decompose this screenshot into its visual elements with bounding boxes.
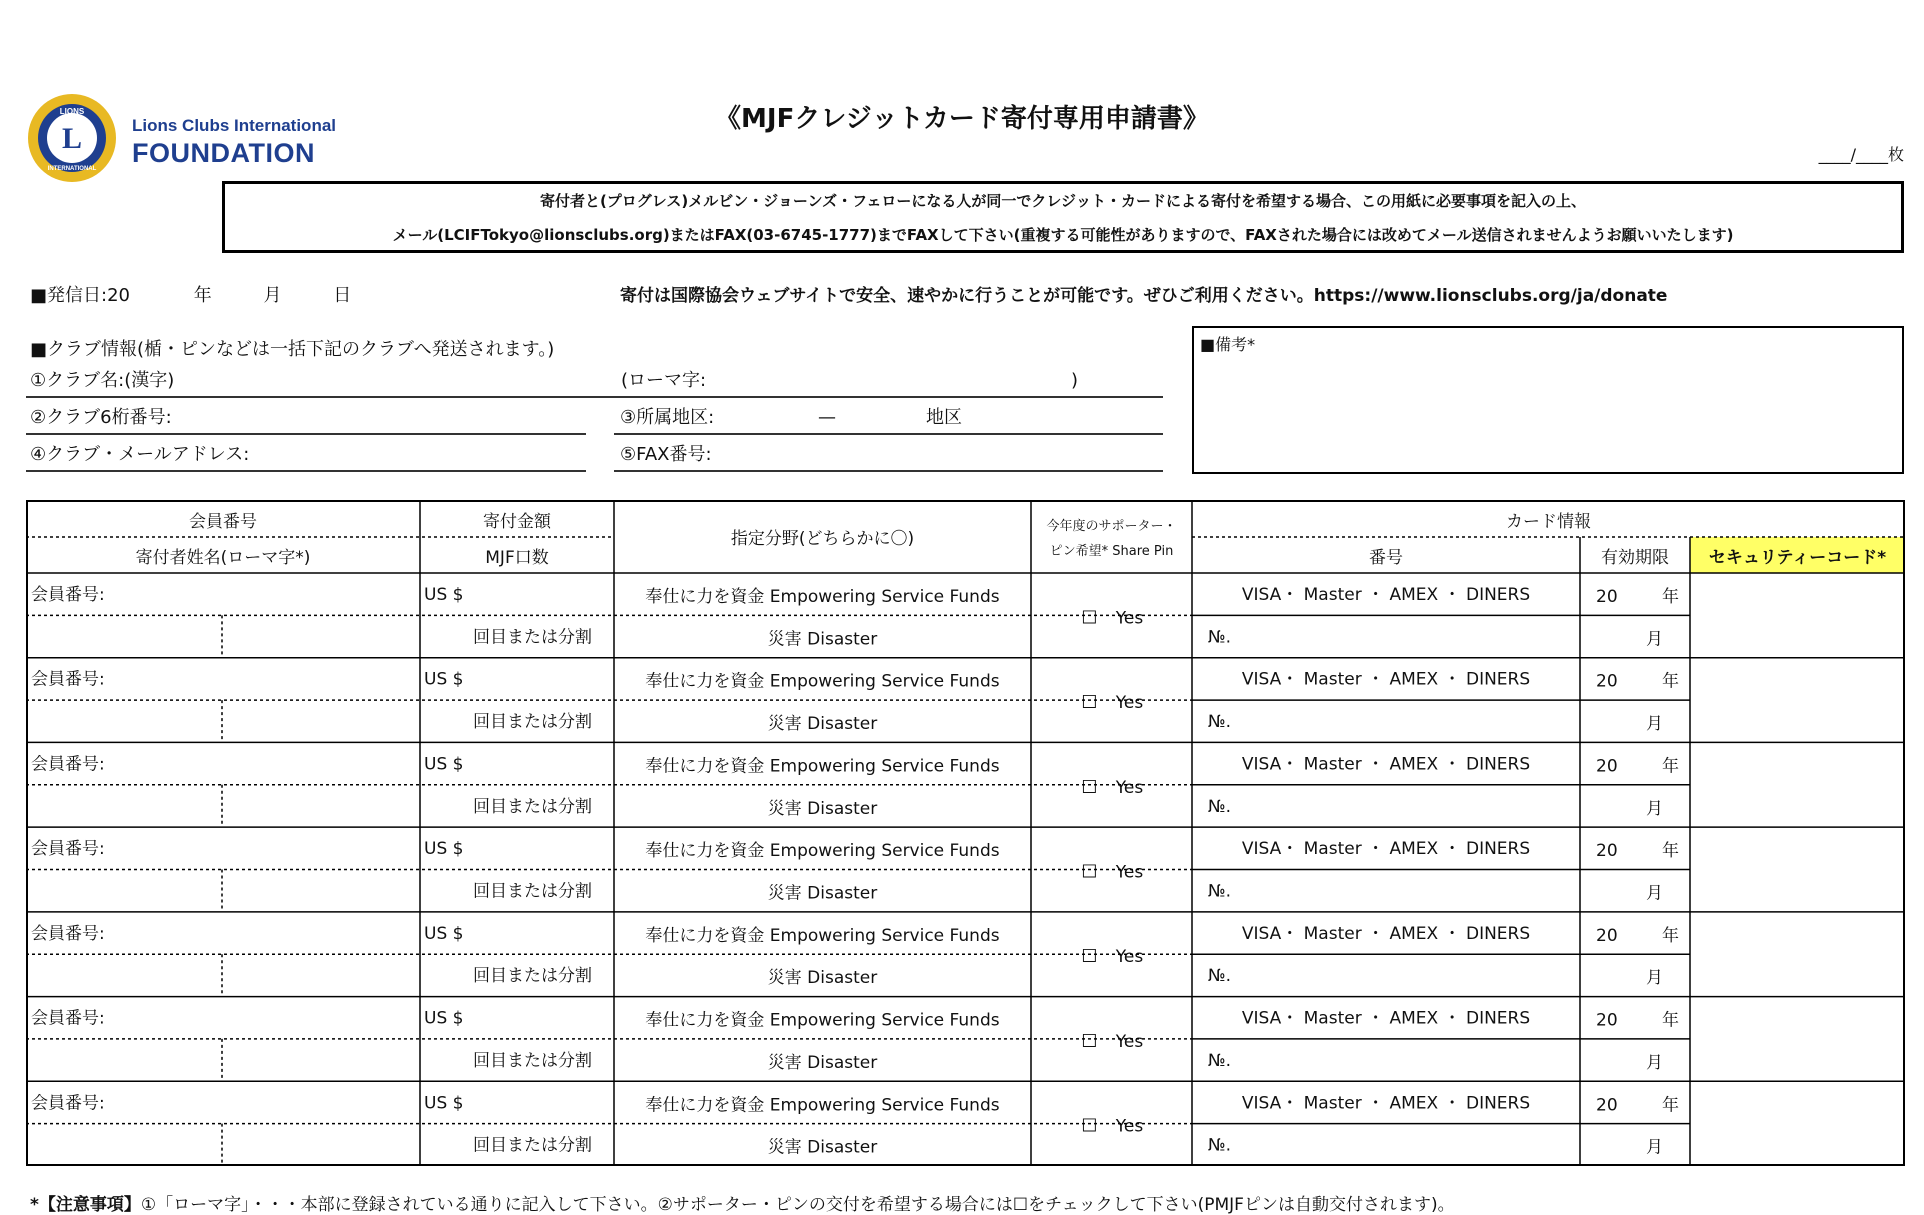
card-brand-options[interactable]: VISA・ Master ・ AMEX ・ DINERS <box>1241 1093 1531 1114</box>
header-units: MJF口数 <box>485 548 549 568</box>
member-no-field[interactable]: 会員番号: <box>31 1008 105 1029</box>
svg-text:LIONS: LIONS <box>59 107 85 116</box>
disaster-option[interactable]: 災害 Disaster <box>767 1052 878 1073</box>
disaster-option[interactable]: 災害 Disaster <box>767 798 878 819</box>
card-brand-options[interactable]: VISA・ Master ・ AMEX ・ DINERS <box>1241 839 1531 860</box>
expiry-year-prefix: 20 <box>1596 1010 1618 1031</box>
amount-usd-field[interactable]: US $ <box>424 923 464 944</box>
footnote <box>30 1190 1455 1215</box>
share-pin-checkbox[interactable]: ☐ <box>1081 861 1098 883</box>
header-member-no: 会員番号 <box>189 512 257 532</box>
card-number-label: №. <box>1208 966 1232 987</box>
share-pin-checkbox[interactable]: ☐ <box>1081 946 1098 968</box>
esf-option[interactable]: 奉仕に力を資金 Empowering Service Funds <box>645 925 1000 946</box>
issue-date-label: ■発信日:20 <box>30 285 130 306</box>
disaster-option[interactable]: 災害 Disaster <box>767 968 878 989</box>
card-number-label: №. <box>1208 712 1232 733</box>
share-pin-checkbox[interactable]: ☐ <box>1081 1115 1098 1137</box>
esf-option[interactable]: 奉仕に力を資金 Empowering Service Funds <box>645 756 1000 777</box>
disaster-option[interactable]: 災害 Disaster <box>767 714 878 735</box>
expiry-year-label: 年 <box>1662 671 1679 692</box>
donation-table <box>26 500 1905 1166</box>
logo-line1: Lions Clubs International <box>132 116 337 135</box>
disaster-option[interactable]: 災害 Disaster <box>767 629 878 650</box>
header-pin-line1: 今年度のサポーター・ <box>1046 519 1177 534</box>
header-donor-name: 寄付者姓名(ローマ字*) <box>135 548 311 568</box>
expiry-year-label: 年 <box>1662 587 1679 607</box>
units-times-label: 回目または分割 <box>473 1050 592 1071</box>
disaster-option[interactable]: 災害 Disaster <box>767 883 878 904</box>
header-expiry: 有効期限 <box>1601 548 1669 568</box>
amount-usd-field[interactable]: US $ <box>424 839 464 860</box>
member-no-field[interactable]: 会員番号: <box>31 754 105 775</box>
card-brand-options[interactable]: VISA・ Master ・ AMEX ・ DINERS <box>1241 1008 1531 1029</box>
club-number-field[interactable] <box>26 401 586 435</box>
amount-usd-field[interactable]: US $ <box>424 585 464 605</box>
amount-usd-field[interactable]: US $ <box>424 1008 464 1029</box>
fax-field[interactable] <box>614 438 1163 472</box>
district-field[interactable] <box>614 401 1163 435</box>
expiry-year-label: 年 <box>1662 925 1679 946</box>
header-security-code: セキュリティーコード* <box>1708 548 1887 568</box>
expiry-year-prefix: 20 <box>1596 587 1618 607</box>
district-dash: — <box>818 407 836 428</box>
amount-usd-field[interactable]: US $ <box>424 669 464 690</box>
online-donation-notice: 寄付は国際協会ウェブサイトで安全、速やかに行うことが可能です。ぜひご利用ください。https://www.lionsclubs.org/ja/donate <box>620 286 1668 306</box>
expiry-month-label: 月 <box>1646 1137 1663 1158</box>
header-amount: 寄付金額 <box>483 512 551 532</box>
card-brand-options[interactable]: VISA・ Master ・ AMEX ・ DINERS <box>1241 669 1531 690</box>
club-name-roman-close: ) <box>1071 370 1079 391</box>
club-name-field[interactable] <box>26 364 1163 398</box>
sheet-count: ____/____枚 <box>1818 145 1904 164</box>
svg-text:INTERNATIONAL: INTERNATIONAL <box>47 166 97 172</box>
club-name-roman-label: (ローマ字: <box>621 370 707 391</box>
card-number-label: №. <box>1208 627 1232 648</box>
issue-date[interactable] <box>30 281 351 307</box>
esf-option[interactable]: 奉仕に力を資金 Empowering Service Funds <box>645 841 1000 862</box>
esf-option[interactable]: 奉仕に力を資金 Empowering Service Funds <box>645 587 1000 607</box>
expiry-month-label: 月 <box>1646 1052 1663 1073</box>
expiry-month-label: 月 <box>1646 798 1663 819</box>
instruction-box <box>222 181 1904 253</box>
expiry-year-label: 年 <box>1662 756 1679 777</box>
amount-usd-field[interactable]: US $ <box>424 1093 464 1114</box>
logo-line2: FOUNDATION <box>132 138 315 168</box>
issue-day-label: 日 <box>333 285 352 306</box>
card-number-label: №. <box>1208 1135 1232 1156</box>
header-card-info: カード情報 <box>1506 512 1591 532</box>
header-field: 指定分野(どちらかに〇) <box>730 529 915 549</box>
club-info-heading: ■クラブ情報(楯・ピンなどは一括下記のクラブへ発送されます。) <box>30 339 555 360</box>
share-pin-yes-label: Yes <box>1115 777 1144 798</box>
share-pin-yes-label: Yes <box>1115 947 1144 968</box>
expiry-year-prefix: 20 <box>1596 925 1618 946</box>
share-pin-yes-label: Yes <box>1115 1116 1144 1137</box>
esf-option[interactable]: 奉仕に力を資金 Empowering Service Funds <box>645 1010 1000 1031</box>
units-times-label: 回目または分割 <box>473 796 592 817</box>
district-suffix: 地区 <box>926 407 962 428</box>
share-pin-checkbox[interactable]: ☐ <box>1081 607 1098 629</box>
expiry-year-prefix: 20 <box>1596 756 1618 777</box>
footnote-text: ①「ローマ字」・・・本部に登録されている通りに記入して下さい。②サポーター・ピンの交付を希望する場合には☐をチェックして下さい(PMJFピンは自動交付されます)。 <box>140 1195 1455 1215</box>
units-times-label: 回目または分割 <box>473 881 592 902</box>
units-times-label: 回目または分割 <box>473 1135 592 1156</box>
issue-month-label: 月 <box>263 285 282 306</box>
remarks-box[interactable] <box>1192 326 1904 474</box>
instruction-line-1: 寄付者と(プログレス)メルビン・ジョーンズ・フェローになる人が同一でクレジット・カードによる寄付を希望する場合、この用紙に必要事項を記入の上、 <box>539 192 1587 210</box>
expiry-year-label: 年 <box>1662 841 1679 862</box>
card-number-label: №. <box>1208 1050 1232 1071</box>
club-name-kanji-label: ①クラブ名:(漢字) <box>30 370 175 391</box>
remarks-label: ■備考* <box>1200 335 1256 354</box>
units-times-label: 回目または分割 <box>473 627 592 648</box>
member-no-field[interactable]: 会員番号: <box>31 669 105 690</box>
member-no-field[interactable]: 会員番号: <box>31 839 105 860</box>
esf-option[interactable]: 奉仕に力を資金 Empowering Service Funds <box>645 671 1000 692</box>
esf-option[interactable]: 奉仕に力を資金 Empowering Service Funds <box>645 1095 1000 1116</box>
club-email-field[interactable] <box>26 438 586 472</box>
expiry-year-prefix: 20 <box>1596 671 1618 692</box>
share-pin-checkbox[interactable]: ☐ <box>1081 776 1098 798</box>
club-email-label: ④クラブ・メールアドレス: <box>30 444 250 465</box>
member-no-field[interactable]: 会員番号: <box>31 923 105 944</box>
header-card-number: 番号 <box>1369 548 1403 568</box>
units-times-label: 回目または分割 <box>473 966 592 987</box>
card-number-label: №. <box>1208 881 1232 902</box>
share-pin-checkbox[interactable]: ☐ <box>1081 1030 1098 1052</box>
amount-usd-field[interactable]: US $ <box>424 754 464 775</box>
expiry-month-label: 月 <box>1646 714 1663 735</box>
disaster-option[interactable]: 災害 Disaster <box>767 1137 878 1158</box>
share-pin-yes-label: Yes <box>1115 608 1144 629</box>
card-brand-options[interactable]: VISA・ Master ・ AMEX ・ DINERS <box>1241 923 1531 944</box>
member-no-field[interactable]: 会員番号: <box>31 585 105 605</box>
club-number-label: ②クラブ6桁番号: <box>30 407 172 428</box>
expiry-year-prefix: 20 <box>1596 841 1618 862</box>
expiry-month-label: 月 <box>1646 968 1663 989</box>
share-pin-checkbox[interactable]: ☐ <box>1081 692 1098 714</box>
instruction-line-2: メール(LCIFTokyo@lionsclubs.org)またはFAX(03-6745-1777)までFAXして下さい(重複する可能性がありますので、FAXされた場合には改めてメール送信されませんようお願いいたします) <box>392 226 1734 244</box>
expiry-month-label: 月 <box>1646 883 1663 904</box>
district-label: ③所属地区: <box>620 407 715 428</box>
share-pin-yes-label: Yes <box>1115 1031 1144 1052</box>
share-pin-yes-label: Yes <box>1115 862 1144 883</box>
share-pin-yes-label: Yes <box>1115 693 1144 714</box>
fax-label: ⑤FAX番号: <box>620 444 712 465</box>
card-brand-options[interactable]: VISA・ Master ・ AMEX ・ DINERS <box>1241 754 1531 775</box>
card-number-label: №. <box>1208 796 1232 817</box>
member-no-field[interactable]: 会員番号: <box>31 1093 105 1114</box>
expiry-year-label: 年 <box>1662 1095 1679 1116</box>
card-brand-options[interactable]: VISA・ Master ・ AMEX ・ DINERS <box>1241 585 1531 605</box>
footnote-prefix: *【注意事項】 <box>30 1195 141 1215</box>
expiry-year-label: 年 <box>1662 1010 1679 1031</box>
svg-text:L: L <box>61 122 83 155</box>
page-title: 《MJFクレジットカード寄付専用申請書》 <box>715 104 1209 134</box>
units-times-label: 回目または分割 <box>473 712 592 733</box>
expiry-year-prefix: 20 <box>1596 1095 1618 1116</box>
issue-year-label: 年 <box>193 285 212 306</box>
expiry-month-label: 月 <box>1646 629 1663 650</box>
header-pin-line2: ピン希望* Share Pin <box>1049 544 1174 559</box>
